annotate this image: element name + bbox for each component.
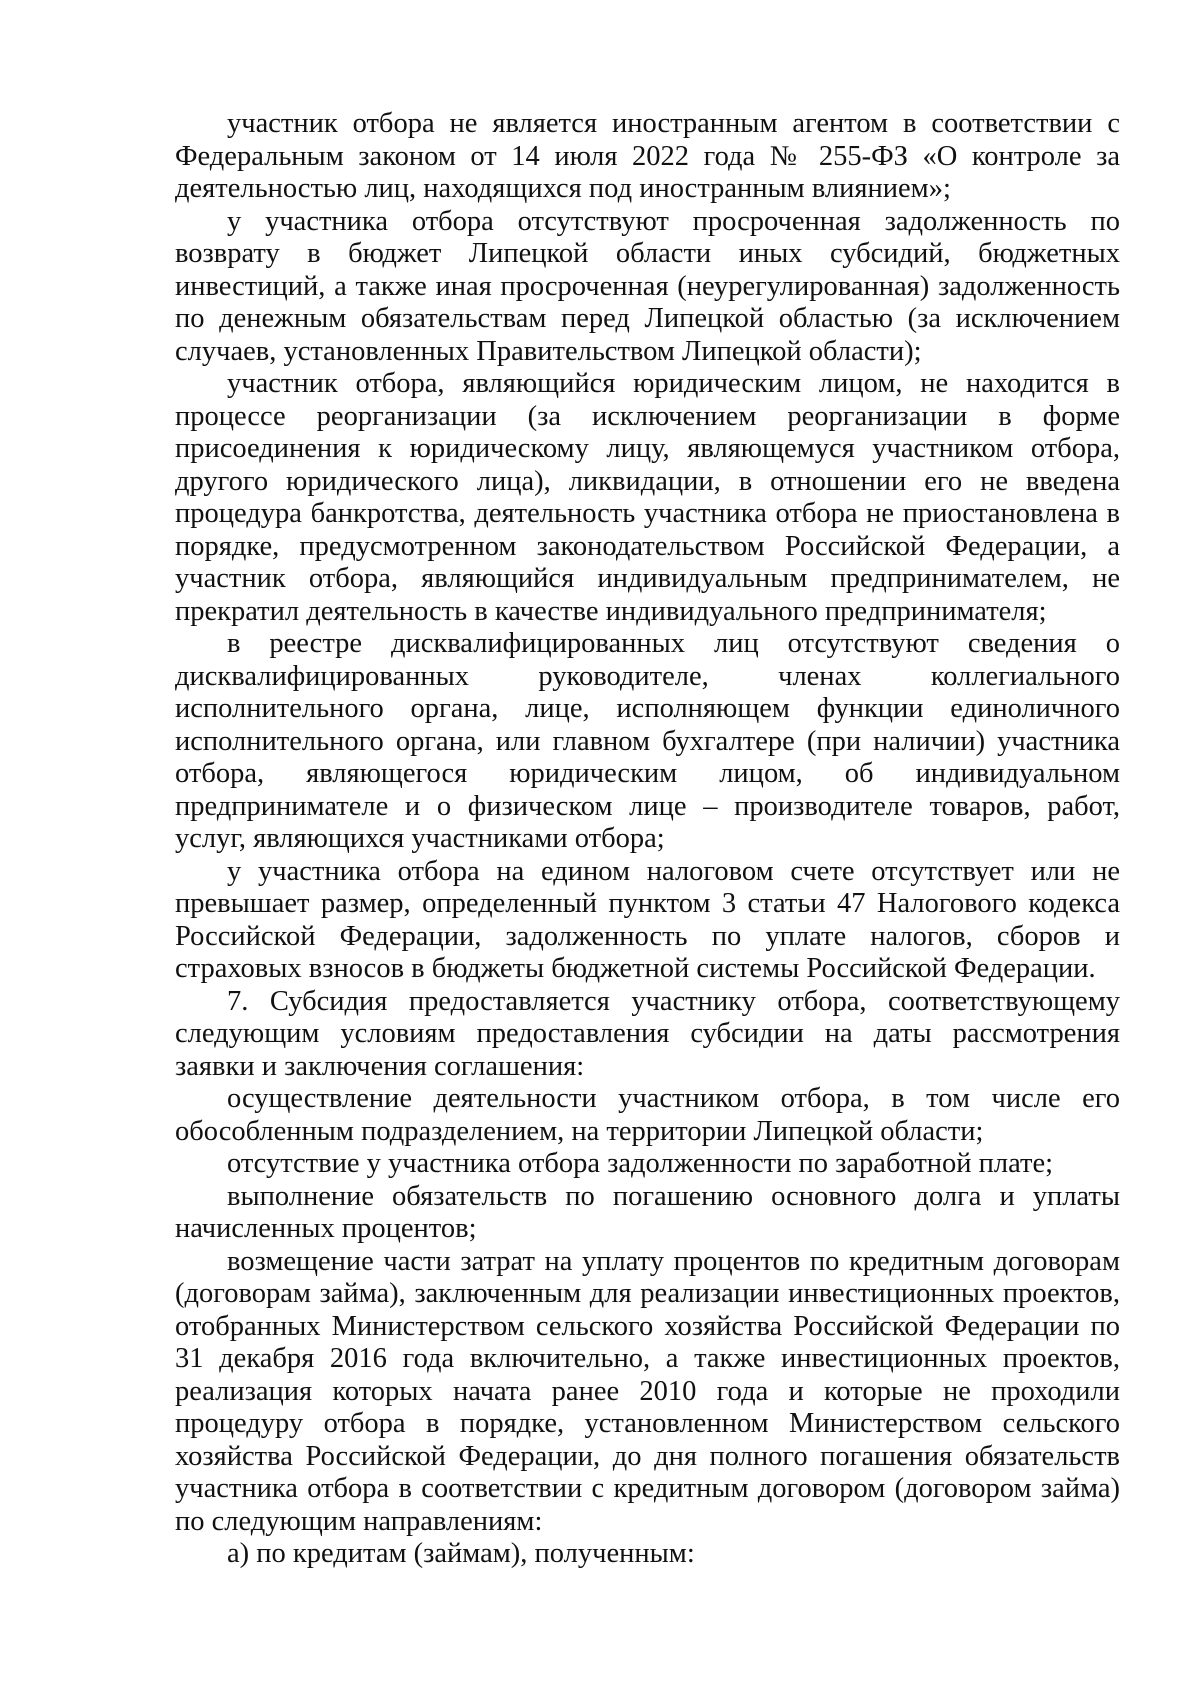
paragraph-overdue-debt: у участника отбора отсутствуют просроченная задолженность по возврату в бюджет Липецкой области иных субсидий, бюджетных инвестиций, а также иная просроченная (неурегулированная) задолженность по денежным обязательствам перед Липецкой областью (за исключением случаев, установленных Правительством Липецкой области); <box>175 205 1120 367</box>
document-page <box>175 108 1120 1571</box>
paragraph-no-wage-debt: отсутствие у участника отбора задолженности по заработной плате; <box>227 1148 1054 1179</box>
paragraph-reorganization: участник отбора, являющийся юридическим лицом, не находится в процессе реорганизации (за исключением реорганизации в форме присоединения к юридическому лицу, являющемуся участником отбора, другого юридического лица), ликвидации, в отношении его не введена процедура банкротства, деятельность участника отбора не приостановлена в порядке, предусмотренном законодательством Российской Федерации, а участник отбора, являющийся индивидуальным предпринимателем, не прекратил деятельность в качестве индивидуального предпринимателя; <box>175 368 1120 627</box>
paragraph-foreign-agent: участник отбора не является иностранным агентом в соответствии с Федеральным законом от 14 июля 2022 года № 255-ФЗ «О контроле за деятельностью лиц, находящихся под иностранным влиянием»; <box>175 108 1120 204</box>
paragraph-section-7: 7. Субсидия предоставляется участнику отбора, соответствующему следующим условиям предоставления субсидии на даты рассмотрения заявки и заключения соглашения: <box>175 985 1120 1082</box>
paragraph-activity-territory: осуществление деятельности участником отбора, в том числе его обособленным подразделением, на территории Липецкой области; <box>175 1083 1120 1147</box>
paragraph-obligations: выполнение обязательств по погашению основного долга и уплаты начисленных процентов; <box>175 1180 1120 1244</box>
paragraph-disqualified-registry: в реестре дисквалифицированных лиц отсутствуют сведения о дисквалифицированных руководителе, членах коллегиального исполнительного органа, лице, исполняющем функции единоличного исполнительного органа, или главном бухгалтере (при наличии) участника отбора, являющегося юридическим лицом, об индивидуальном предпринимателе и о физическом лице – производителе товаров, работ, услуг, являющихся участниками отбора; <box>175 628 1120 854</box>
paragraph-item-a: а) по кредитам (займам), полученным: <box>227 1538 695 1569</box>
paragraph-interest-reimbursement: возмещение части затрат на уплату процентов по кредитным договорам (договорам займа), заключенным для реализации инвестиционных проектов, отобранных Министерством сельского хозяйства Российской Федерации по 31 декабря 2016 года включительно, а также инвестиционных проектов, реализация которых начата ранее 2010 года и которые не проходили процедуру отбора в порядке, установленном Министерством сельского хозяйства Российской Федерации, до дня полного погашения обязательств участника отбора в соответствии с кредитным договором (договором займа) по следующим направлениям: <box>175 1245 1120 1537</box>
paragraph-tax-account: у участника отбора на едином налоговом счете отсутствует или не превышает размер, определенный пунктом 3 статьи 47 Налогового кодекса Российской Федерации, задолженность по уплате налогов, сборов и страховых взносов в бюджеты бюджетной системы Российской Федерации. <box>175 855 1120 984</box>
